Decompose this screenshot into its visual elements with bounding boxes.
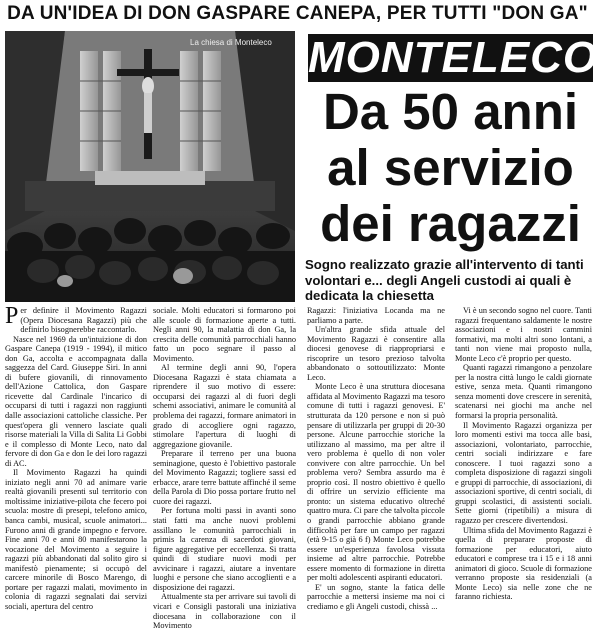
- subheadline: Sogno realizzato grazie all'intervento di tanti volontari e... degli Angeli custodi ai quali è dedicata la chiesetta: [305, 257, 584, 303]
- article-column-4: [455, 306, 592, 602]
- article-column-2: [153, 306, 296, 631]
- drop-cap: P: [5, 303, 19, 329]
- article-column-3: [307, 306, 445, 611]
- article-paragraph: E' un sogno, stante la fatica delle parrocchie a mettersi insieme ma noi ci crediamo e gli Angeli custodi, chissà ...: [307, 582, 445, 611]
- article-paragraph: Vi è un secondo sogno nel cuore. Tanti ragazzi frequentano saldamente le nostre associazioni e i nostri cammini formativi, ma molti altri sono lontani, a tanti non viene mai proposto nulla, Monte Leco c'è proprio per questo.: [455, 306, 592, 363]
- article-paragraph: Al termine degli anni 90, l'opera Diocesana Ragazzi è stata chiamata a riprendere il suo motivo di essere: occuparsi dei ragazzi al di fuori degli schemi associativi, animare le comunità al problema dei ragazzi, formare animatori in grado di accogliere ogni ragazzo, stimolare l'apertura di luoghi di aggregazione giovanile.: [153, 363, 296, 449]
- article-paragraph: Un'altra grande sfida attuale del Movimento Ragazzi è consentire alla diocesi genovese di riappropriarsi e riscoprire un tesoro prezioso talvolta abbandonato o sottoutilizzato: Monte Leco.: [307, 325, 445, 382]
- article-paragraph: Per fortuna molti passi in avanti sono stati fatti ma anche nuovi problemi assillano le comunità parrocchiali in primis la carenza di sacerdoti giovani, figure aggregative per eccellenza. Si tratta quindi di studiare nuovi modi per avvicinare i ragazzi, aiutare a inventare luoghi e persone che siano accoglienti e a disposizione dei ragazzi.: [153, 506, 296, 592]
- article-paragraph: sociale. Molti educatori si formarono poi alle scuole di formazione aperte a tutti. Negli anni 90, la malattia di don Ga, la crescita delle comunità parrocchiali hanno fatto un poco segnare il passo al Movimento.: [153, 306, 296, 363]
- article-paragraph: Monte Leco è una struttura diocesana affidata al Movimento Ragazzi ma tesoro comune di tutti i ragazzi genovesi. E' strutturata da 120 persone e non si può pensare di utilizzarla per gruppi di 20-30 persone. Alcune parrocchie storiche la utilizzano al massimo, ma per altre il vero problema è quello di non voler convivere con altre parrocchie. Un bel problema vero? Sembra assurdo ma è proprio così. Il nostro obiettivo è quello di offrire un servizio efficiente ma pronto: un sistema educativo oltreché quattro mura. Ci pare che talvolta piccole o grandi parrocchie abbiano grande difficoltà per fare un campo per ragazzi (età 9-15 o già 6 f) Monte Leco potrebbe essere un'esperienza favolosa vissuta insieme ad altre parrocchie. Potrebbe essere momento di formazione in diretta per molti adolescenti aspiranti educatori.: [307, 382, 445, 583]
- church-interior-image: [5, 31, 295, 302]
- church-photo: [5, 31, 295, 302]
- article-paragraph: Preparare il terreno per una buona seminagione, questo è l'obiettivo pastorale del Movimento Ragazzi; togliere sassi ed erbacce, arare terre battute affinché il seme della Parola di Dio possa portare frutto nel cuore dei ragazzi.: [153, 449, 296, 506]
- masthead-title: MONTELECO: [308, 33, 598, 82]
- headline-line-2: al servizio: [327, 139, 574, 196]
- article-paragraph: Attualmente sta per arrivare sui tavoli di vicari e Consigli pastorali una iniziativa diocesana in collaborazione con il Movimento: [153, 592, 296, 631]
- top-banner: DA UN'IDEA DI DON GASPARE CANEPA, PER TUTTI "DON GA": [7, 3, 588, 24]
- photo-caption: La chiesa di Monteleco: [190, 38, 272, 47]
- article-paragraph: Nasce nel 1969 da un'intuizione di don Gaspare Canepa (1919 - 1994), il mitico don Ga, accolta e accompagnata dalla saggezza del Card. Giuseppe Siri. In anni di bufere giovanili, di rinnovamento dell'Azione Cattolica, don Gaspare ricevette dal Cardinale l'incarico di occuparsi di tutti i ragazzi non raggiunti dalle associazioni cattoliche classiche. Per quest'opera gli vennero lasciate quali risorse materiali la Villa di Salita Li Gobbi e il complesso di Monte Leco, nato dal fervore di don Ga e don Ie dei loro ragazzi di AC.: [5, 334, 147, 468]
- article-paragraph: Quanti ragazzi rimangono a penzolare per la nostra città lungo le caldi giornate estive, senza meta. Quanti rimangono senza momenti dove crescere in serenità, scatenarsi nei giochi ma anche nel formarsi la propria personalità.: [455, 363, 592, 421]
- article-paragraph: Ragazzi: l'iniziativa Locanda ma ne parliamo a parte.: [307, 306, 445, 325]
- headline-line-1: Da 50 anni: [322, 83, 579, 140]
- article-paragraph: Ultima sfida del Movimento Ragazzi è quella di preparare proposte di formazione per educatori, aiuto educatori e comprese tra i 15 e i 18 anni animatori di gioco. Scuole di formazione verranno proposte sia residenziali (a Monte Leco) sia nelle zone che ne faranno richiesta.: [455, 525, 592, 602]
- article-paragraph: Il Movimento Ragazzi organizza per loro momenti estivi ma tocca alle basi, associazioni, volontariato, parrocchie, centri sociali indirizzare e fare conoscere. I tuoi ragazzi sono a completa disposizione di ragazzi singoli e gruppi di parrocchie, di associazioni, di associazioni sportive, di centri sociali, di gruppi scolastici, di assistenti sociali. Sette giorni (ripetibili) a misura di ragazzo per crescere divertendosi.: [455, 420, 592, 526]
- headline-line-3: dei ragazzi: [320, 195, 581, 252]
- article-column-1: [5, 303, 147, 611]
- article-paragraph: Per definire il Movimento Ragazzi (Opera Diocesana Ragazzi) più che definirlo bisognerebbe raccontarlo.: [5, 303, 147, 335]
- article-paragraph: Il Movimento Ragazzi ha quindi iniziato negli anni 70 ad animare varie realtà giovanili presenti sul territorio con moltissime iniziative-pilota che fecero poi scuola: mostre di presepi, telefono amico, banca cambi, musical, scuole animatori... Furono anni di grande impegno e fervore. Fine anni 70 e anni 80 manifestarono la vocazione del Movimento a seguire i ragazzi più abbandonati dal solito giro si manifestò pienamente; si occupò del carcere minorile di Bosco Marengo, di portare per ragazzi malati, movimento in colonia di ragazzi segnalati dai servizi sociali, apertura del centro: [5, 468, 147, 611]
- headline: [308, 84, 593, 252]
